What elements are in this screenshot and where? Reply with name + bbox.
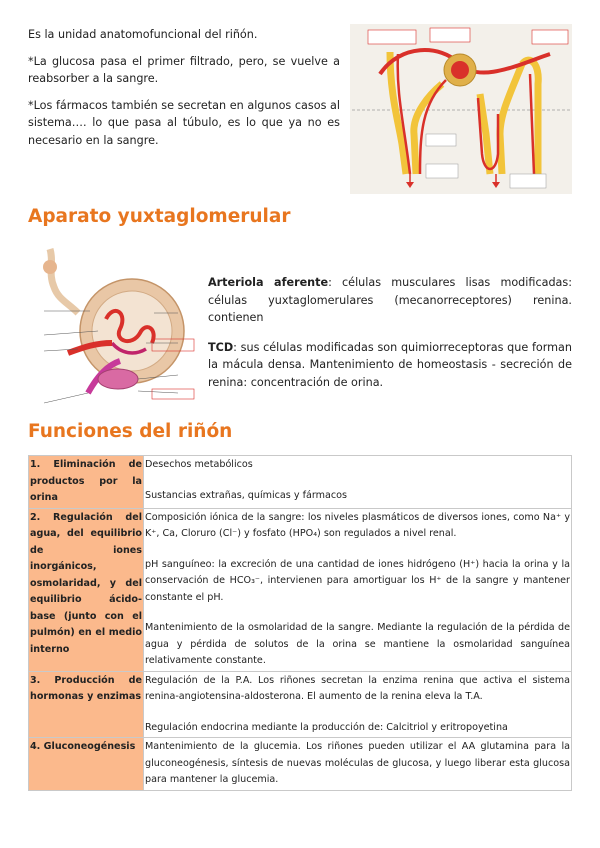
- function-detail-item: Regulación endocrina mediante la producción de: Calcitriol y eritropoyetina: [145, 721, 508, 733]
- section-heading-yuxtaglomerular: Aparato yuxtaglomerular: [28, 206, 291, 227]
- function-detail-item: Regulación de la P.A. Los riñones secretan la enzima renina que activa el sistema renina-angiotensina-aldosterona. El aumento de la renina eleva la T.A.: [145, 674, 570, 702]
- nephron-figure: [350, 24, 572, 194]
- function-detail-item: Sustancias extrañas, químicas y fármacos: [145, 489, 347, 501]
- function-details: [144, 508, 572, 671]
- yuxtaglomerular-figure: [28, 243, 196, 411]
- function-label: 1. Eliminación de productos por la orina: [29, 456, 144, 509]
- tcd-term: TCD: [208, 340, 234, 354]
- function-label: 2. Regulación del agua, del equilibrio de iones inorgánicos, osmolaridad, y del equilibrio ácido-base (junto con el pulmón) en el medio interno: [29, 508, 144, 671]
- function-label: 3. Producción de hormonas y enzimas: [29, 671, 144, 738]
- arteriola-aferente-text: : células musculares lisas modificadas: células yuxtaglomerulares (mecanorreceptores) renina. contienen: [208, 276, 572, 324]
- intro-paragraph-2: *La glucosa pasa el primer filtrado, pero, se vuelve a reabsorber a la sangre.: [28, 54, 340, 85]
- tcd-paragraph: [208, 339, 572, 392]
- function-detail-item: pH sanguíneo: la excreción de una cantidad de iones hidrógeno (H⁺) hacia la orina y la conservación de HCO₃⁻, intervienen para amortiguar los H⁺ de la sangre y mantener constante el pH.: [145, 558, 570, 603]
- function-details: [144, 671, 572, 738]
- yuxtaglomerular-illustration: [28, 243, 196, 411]
- function-details: [144, 738, 572, 791]
- yuxtaglomerular-description: [208, 274, 572, 403]
- function-detail-item: Composición iónica de la sangre: los niveles plasmáticos de diversos iones, como Na⁺ y K⁺, Ca, Cloruro (Cl⁻) y fosfato (HPO₄) son regulados a nivel renal.: [145, 511, 570, 539]
- tcd-text: : sus células modificadas son quimiorreceptoras que forman la mácula densa. Mantenimiento de homeostasis - secreción de renina: concentración de orina.: [208, 340, 572, 389]
- table-row: [29, 456, 572, 509]
- function-detail-item: Mantenimiento de la osmolaridad de la sangre. Mediante la regulación de la pérdida de agua y pérdida de solutos de la orina se mantiene la osmolaridad sanguínea relativamente constante.: [145, 622, 570, 666]
- function-label: 4. Gluconeogénesis: [29, 738, 144, 791]
- intro-text: [28, 26, 340, 158]
- function-detail-item: Desechos metabólicos: [145, 459, 253, 470]
- table-row: [29, 508, 572, 671]
- arteriola-aferente-term: Arteriola aferente: [208, 276, 329, 289]
- table-row: [29, 671, 572, 738]
- function-details: [144, 456, 572, 509]
- function-detail-item: Mantenimiento de la glucemia. Los riñones pueden utilizar el AA glutamina para la gluconeogénesis, síntesis de nuevas moléculas de glucosa, y luego liberar esta glucosa para mantener la glucemia.: [145, 741, 570, 785]
- nephron-illustration: [350, 24, 572, 194]
- intro-paragraph-1: Es la unidad anatomofuncional del riñón.: [28, 28, 258, 41]
- table-row: [29, 738, 572, 791]
- intro-paragraph-3: *Los fármacos también se secretan en algunos casos al sistema…. lo que pasa al túbulo, es lo que ya no es necesario en la sangre.: [28, 98, 340, 147]
- arteriola-aferente-paragraph: [208, 274, 572, 327]
- section-heading-funciones: Funciones del riñón: [28, 421, 233, 442]
- funciones-table: [28, 455, 572, 791]
